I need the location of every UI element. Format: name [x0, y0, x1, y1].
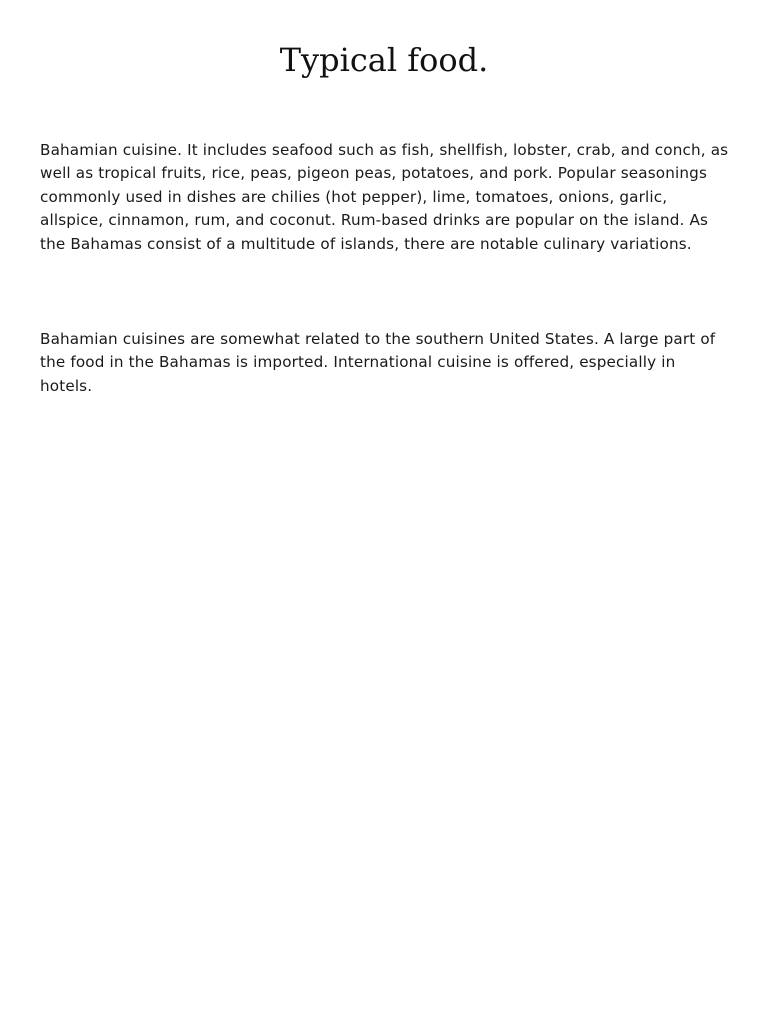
- paragraph-cuisine-influences: Bahamian cuisines are somewhat related to the southern United States. A large part of the food in the Bahamas is imported. International cuisine is offered, especially in hotels.: [40, 330, 716, 395]
- page-title: Typical food.: [279, 41, 489, 79]
- paragraph-cuisine-overview: Bahamian cuisine. It includes seafood such as fish, shellfish, lobster, crab, and conch, as well as tropical fruits, rice, peas, pigeon peas, potatoes, and pork. Popular seasonings commonly used in dishes are chilies (hot pepper), lime, tomatoes, onions, garlic, allspice, cinnamon, rum, and coconut. Rum-based drinks are popular on the island. As the Bahamas consist of a multitude of islands, there are notable culinary variations.: [40, 141, 729, 253]
